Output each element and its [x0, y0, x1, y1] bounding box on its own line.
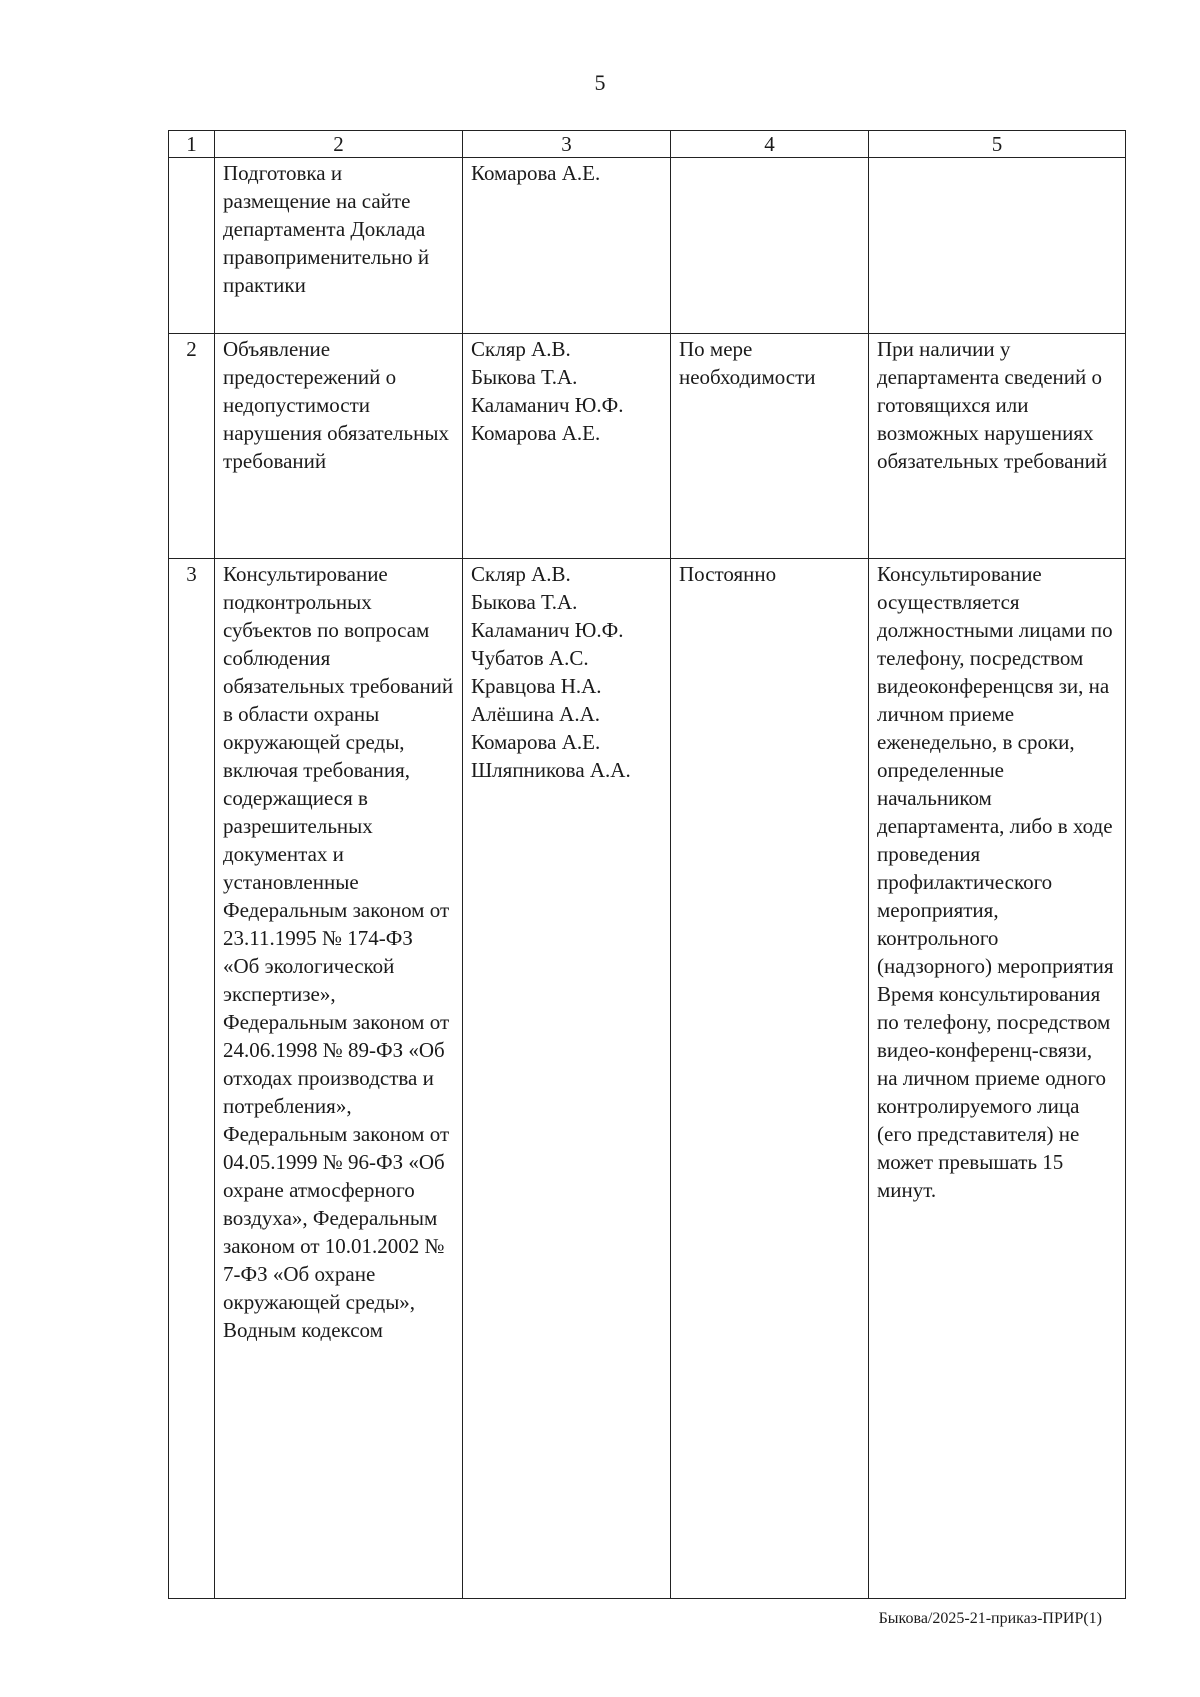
activity-cell: Подготовка и размещение на сайте департамента Доклада правоприменительно й практики	[215, 158, 463, 334]
header-col-5: 5	[869, 131, 1126, 158]
header-col-4: 4	[671, 131, 869, 158]
responsible-cell	[463, 334, 671, 559]
notes-cell: Консультирование осуществляется должностными лицами по телефону, посредством видеоконференцсвя зи, на личном приеме еженедельно, в сроки, определенные начальником департамента, либо в ходе проведения профилактического мероприятия, контрольного (надзорного) мероприятия Время консультирования по телефону, посредством видео-конференц-связи, на личном приеме одного контролируемого лица (его представителя) не может превышать 15 минут.	[869, 559, 1126, 1599]
notes-cell: При наличии у департамента сведений о готовящихся или возможных нарушениях обязательных требований	[869, 334, 1126, 559]
row-number: 2	[169, 334, 215, 559]
activity-cell: Консультирование подконтрольных субъектов по вопросам соблюдения обязательных требований в области охраны окружающей среды, включая требования, содержащиеся в разрешительных документах и установленные Федеральным законом от 23.11.1995 № 174-ФЗ «Об экологической экспертизе», Федеральным законом от 24.06.1998 № 89-ФЗ «Об отходах производства и потребления», Федеральным законом от 04.05.1999 № 96-ФЗ «Об охране атмосферного воздуха», Федеральным законом от 10.01.2002 № 7-ФЗ «Об охране окружающей среды», Водным кодексом	[215, 559, 463, 1599]
table-row	[169, 158, 1126, 334]
responsible-person: Скляр А.В.	[471, 337, 571, 361]
responsible-cell	[463, 158, 671, 334]
responsible-person: Шляпникова А.А.	[471, 758, 631, 782]
responsible-person: Быкова Т.А.	[471, 365, 578, 389]
responsible-person: Кравцова Н.А.	[471, 674, 602, 698]
notes-cell	[869, 158, 1126, 334]
timing-cell: По мере необходимости	[671, 334, 869, 559]
responsible-person: Комарова А.Е.	[471, 161, 601, 185]
timing-cell: Постоянно	[671, 559, 869, 1599]
table-row	[169, 559, 1126, 1599]
table-row	[169, 334, 1126, 559]
header-col-3: 3	[463, 131, 671, 158]
responsible-person: Комарова А.Е.	[471, 730, 601, 754]
table-header-row	[169, 131, 1126, 158]
row-number	[169, 158, 215, 334]
responsible-person: Каламанич Ю.Ф.	[471, 618, 624, 642]
responsible-person: Алёшина А.А.	[471, 702, 601, 726]
activity-cell: Объявление предостережений о недопустимости нарушения обязательных требований	[215, 334, 463, 559]
timing-cell	[671, 158, 869, 334]
plan-table	[168, 130, 1126, 1599]
page-number: 5	[594, 70, 606, 95]
responsible-person: Чубатов А.С.	[471, 646, 589, 670]
row-number: 3	[169, 559, 215, 1599]
document-code: Быкова/2025-21-приказ-ПРИР(1)	[878, 1610, 1102, 1627]
responsible-person: Быкова Т.А.	[471, 590, 578, 614]
responsible-person: Скляр А.В.	[471, 562, 571, 586]
responsible-cell	[463, 559, 671, 1599]
responsible-person: Комарова А.Е.	[471, 421, 601, 445]
header-col-2: 2	[215, 131, 463, 158]
responsible-person: Каламанич Ю.Ф.	[471, 393, 624, 417]
header-col-1: 1	[169, 131, 215, 158]
